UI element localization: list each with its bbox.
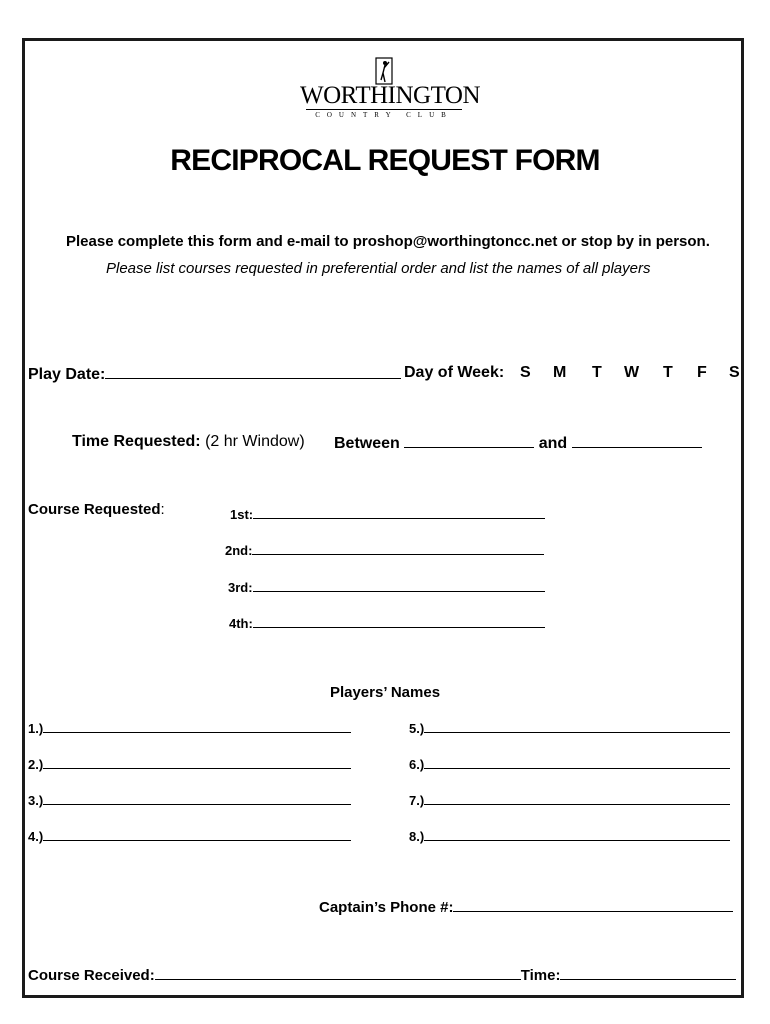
player-line-4[interactable] bbox=[28, 826, 351, 844]
day-of-week-label: Day of Week: bbox=[404, 364, 505, 381]
player-name-line[interactable] bbox=[43, 790, 351, 805]
course-requested-label: Course Requested bbox=[28, 501, 161, 518]
time-requested-row bbox=[72, 433, 305, 451]
captain-phone-line[interactable] bbox=[453, 897, 733, 912]
course-choice-label: 4th: bbox=[229, 616, 253, 631]
course-requested-colon: : bbox=[160, 501, 165, 518]
course-choice-1[interactable] bbox=[230, 504, 545, 522]
day-tuesday[interactable]: T bbox=[592, 364, 602, 381]
time-between-field[interactable] bbox=[334, 433, 702, 453]
player-name-line[interactable] bbox=[424, 826, 730, 841]
course-received-line[interactable] bbox=[155, 965, 521, 980]
and-label: and bbox=[538, 435, 568, 452]
course-choice-label: 2nd: bbox=[225, 543, 253, 558]
player-number: 7.) bbox=[409, 793, 425, 808]
day-monday[interactable]: M bbox=[553, 364, 567, 381]
player-name-line[interactable] bbox=[43, 754, 351, 769]
day-thursday[interactable]: T bbox=[663, 364, 673, 381]
player-line-2[interactable] bbox=[28, 754, 351, 772]
player-number: 5.) bbox=[409, 721, 425, 736]
course-choice-line[interactable] bbox=[253, 577, 545, 592]
time-received-line[interactable] bbox=[560, 965, 736, 980]
course-requested-heading bbox=[28, 501, 165, 518]
day-wednesday[interactable]: W bbox=[624, 364, 640, 381]
course-choice-line[interactable] bbox=[252, 540, 544, 555]
player-number: 1.) bbox=[28, 721, 44, 736]
course-choice-2[interactable] bbox=[225, 540, 544, 558]
time-end-line[interactable] bbox=[572, 433, 702, 448]
player-line-1[interactable] bbox=[28, 718, 351, 736]
form-title: RECIPROCAL REQUEST FORM bbox=[170, 144, 600, 177]
day-friday[interactable]: F bbox=[697, 364, 707, 381]
time-start-line[interactable] bbox=[404, 433, 534, 448]
course-choice-line[interactable] bbox=[253, 613, 545, 628]
course-choice-label: 3rd: bbox=[228, 580, 253, 595]
instructions-line-2: Please list courses requested in preferential order and list the names of all players bbox=[106, 260, 651, 277]
player-line-3[interactable] bbox=[28, 790, 351, 808]
course-choice-label: 1st: bbox=[230, 507, 254, 522]
play-date-line[interactable] bbox=[105, 364, 401, 379]
logo-subtitle: COUNTRY CLUB bbox=[315, 111, 453, 119]
day-saturday[interactable]: S bbox=[729, 364, 740, 381]
player-number: 4.) bbox=[28, 829, 44, 844]
player-line-7[interactable] bbox=[409, 790, 730, 808]
players-heading: Players’ Names bbox=[329, 684, 441, 701]
player-name-line[interactable] bbox=[43, 718, 351, 733]
course-received-field[interactable] bbox=[28, 965, 736, 984]
captain-phone-label: Captain’s Phone #: bbox=[319, 899, 454, 916]
play-date-field[interactable] bbox=[28, 364, 401, 384]
course-choice-4[interactable] bbox=[229, 613, 545, 631]
player-number: 3.) bbox=[28, 793, 44, 808]
course-choice-3[interactable] bbox=[228, 577, 545, 595]
player-line-5[interactable] bbox=[409, 718, 730, 736]
player-line-8[interactable] bbox=[409, 826, 730, 844]
player-line-6[interactable] bbox=[409, 754, 730, 772]
captain-phone-field[interactable] bbox=[319, 897, 733, 916]
course-choice-line[interactable] bbox=[253, 504, 545, 519]
player-name-line[interactable] bbox=[424, 718, 730, 733]
instructions-line-1: Please complete this form and e-mail to proshop@worthingtoncc.net or stop by in person. bbox=[66, 233, 710, 250]
between-label: Between bbox=[334, 435, 400, 452]
player-number: 8.) bbox=[409, 829, 425, 844]
player-number: 6.) bbox=[409, 757, 425, 772]
course-received-label: Course Received: bbox=[28, 967, 155, 984]
logo-rule bbox=[306, 109, 462, 110]
time-window-note: (2 hr Window) bbox=[205, 433, 305, 450]
time-requested-label: Time Requested: bbox=[72, 433, 201, 450]
play-date-label: Play Date: bbox=[28, 366, 106, 383]
player-name-line[interactable] bbox=[424, 790, 730, 805]
logo-wordmark: WORTHINGTON bbox=[300, 82, 481, 109]
worthington-logo bbox=[300, 56, 481, 122]
time-label: Time: bbox=[520, 967, 561, 984]
player-name-line[interactable] bbox=[424, 754, 730, 769]
day-sunday[interactable]: S bbox=[520, 364, 531, 381]
player-number: 2.) bbox=[28, 757, 44, 772]
player-name-line[interactable] bbox=[43, 826, 351, 841]
